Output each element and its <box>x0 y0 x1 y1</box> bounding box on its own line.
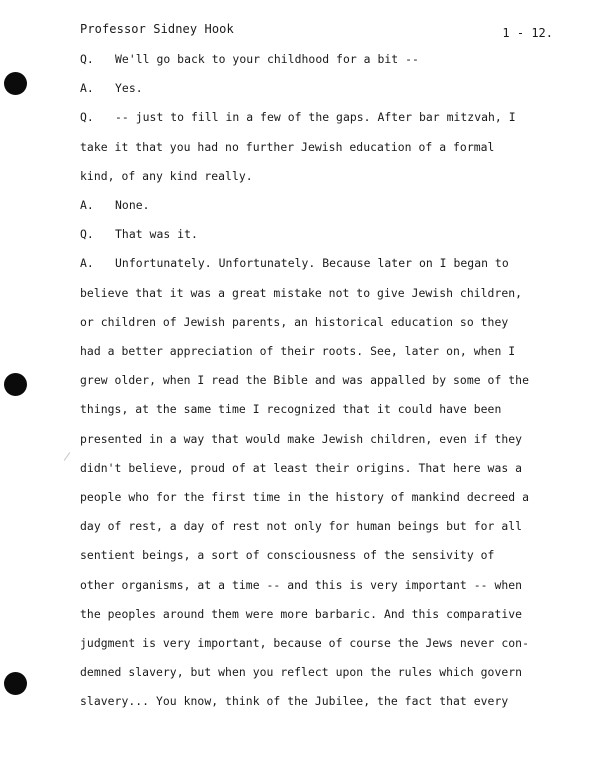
line-text: take it that you had no further Jewish education of a formal <box>80 139 495 154</box>
line-text: slavery... You know, think of the Jubilee, the fact that every <box>80 694 509 709</box>
transcript-line <box>80 694 508 708</box>
transcript-line <box>80 81 143 95</box>
header-title: Professor Sidney Hook <box>80 22 234 36</box>
transcript-line <box>80 110 516 124</box>
speaker-label: A. <box>80 198 94 212</box>
line-text: the peoples around them were more barbaric. And this comparative <box>80 606 523 621</box>
transcript-line <box>80 373 529 387</box>
stray-pencil-mark <box>64 452 71 461</box>
line-text: Unfortunately. Unfortunately. Because later on I began to <box>115 256 509 271</box>
line-text: or children of Jewish parents, an historical education so they <box>80 314 509 329</box>
transcript-line <box>80 490 529 504</box>
transcript-line <box>80 607 522 621</box>
transcript-line <box>80 344 515 358</box>
transcript-line <box>80 665 522 679</box>
line-text: None. <box>115 198 150 212</box>
speaker-label: Q. <box>80 110 94 125</box>
transcript-line <box>80 548 494 562</box>
line-text: kind, of any kind really. <box>80 168 253 183</box>
speaker-label: A. <box>80 256 94 271</box>
line-text: day of rest, a day of rest not only for human beings but for all <box>80 519 523 534</box>
line-text: things, at the same time I recognized that it could have been <box>80 402 502 417</box>
transcript-line <box>80 402 501 416</box>
speaker-label: Q. <box>80 227 94 242</box>
transcript-line <box>80 578 522 592</box>
speaker-label: Q. <box>80 52 94 66</box>
line-text: We'll go back to your childhood for a bit -- <box>115 52 419 66</box>
transcript-line <box>80 256 509 270</box>
transcript-line <box>80 432 522 446</box>
transcript-line <box>80 198 150 212</box>
transcript-line <box>80 636 529 650</box>
line-text: people who for the first time in the history of mankind decreed a <box>80 490 530 504</box>
line-text: demned slavery, but when you reflect upon the rules which govern <box>80 665 523 680</box>
transcript-line <box>80 52 419 66</box>
line-text: grew older, when I read the Bible and was appalled by some of the <box>80 373 530 388</box>
transcript-line <box>80 519 522 533</box>
line-text: Yes. <box>115 81 143 96</box>
transcript-line <box>80 286 522 300</box>
line-text: -- just to fill in a few of the gaps. After bar mitzvah, I <box>115 110 516 125</box>
punch-hole-top <box>4 72 27 95</box>
line-text: That was it. <box>115 227 198 242</box>
line-text: other organisms, at a time -- and this is very important -- when <box>80 577 523 592</box>
punch-hole-bottom <box>4 672 27 695</box>
transcript-line <box>80 169 253 183</box>
line-text: didn't believe, proud of at least their origins. That here was a <box>80 460 523 475</box>
speaker-label: A. <box>80 81 94 96</box>
page-number: 1 - 12. <box>502 26 553 40</box>
transcript-line <box>80 140 494 154</box>
line-text: presented in a way that would make Jewish children, even if they <box>80 431 523 446</box>
line-text: judgment is very important, because of course the Jews never con- <box>80 636 530 650</box>
line-text: sentient beings, a sort of consciousness of the sensivity of <box>80 548 495 563</box>
line-text: believe that it was a great mistake not to give Jewish children, <box>80 285 523 300</box>
line-text: had a better appreciation of their roots. See, later on, when I <box>80 344 516 358</box>
transcript-line <box>80 315 508 329</box>
transcript-line <box>80 461 522 475</box>
punch-hole-middle <box>4 373 27 396</box>
transcript-line <box>80 227 198 241</box>
